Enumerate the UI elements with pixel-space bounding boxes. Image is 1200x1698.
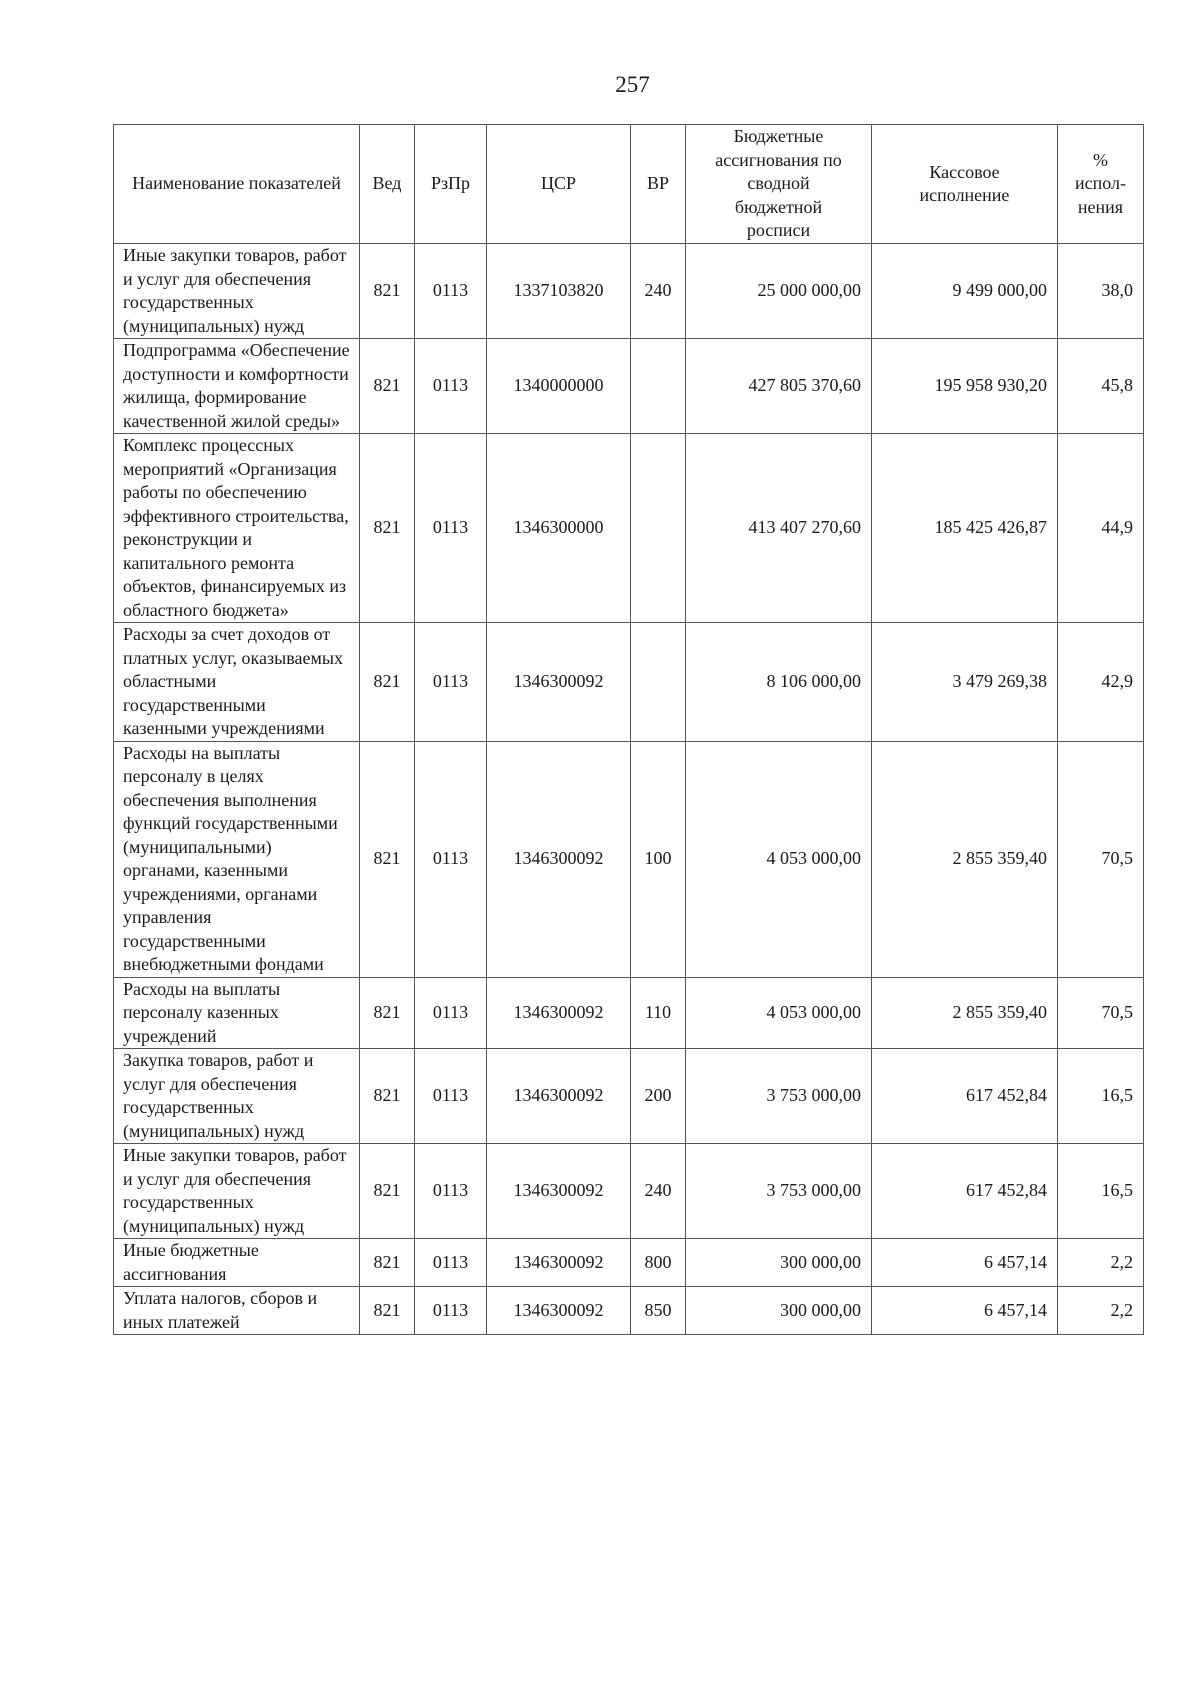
header-csr: ЦСР xyxy=(487,125,631,244)
cell-name: Комплекс процессных мероприятий «Организация работы по обеспечению эффективного строительства, реконструкции и капитального ремонта объектов, финансируемых из областного бюджета» xyxy=(114,434,360,623)
cell-vr: 200 xyxy=(631,1049,686,1144)
cell-allocations: 8 106 000,00 xyxy=(686,623,872,742)
cell-allocations: 300 000,00 xyxy=(686,1287,872,1335)
cell-name: Иные бюджетные ассигнования xyxy=(114,1239,360,1287)
table-row xyxy=(114,1287,1144,1335)
header-allocations: Бюджетные ассигнования по сводной бюджетной росписи xyxy=(686,125,872,244)
cell-ved: 821 xyxy=(360,244,415,339)
header-rzpr: РзПр xyxy=(415,125,487,244)
cell-csr: 1346300092 xyxy=(487,623,631,742)
cell-rzpr: 0113 xyxy=(415,741,487,977)
table-row xyxy=(114,1239,1144,1287)
cell-cash: 6 457,14 xyxy=(872,1239,1058,1287)
cell-ved: 821 xyxy=(360,1049,415,1144)
cell-csr: 1346300000 xyxy=(487,434,631,623)
cell-ved: 821 xyxy=(360,1144,415,1239)
cell-percent: 2,2 xyxy=(1058,1239,1144,1287)
cell-cash: 6 457,14 xyxy=(872,1287,1058,1335)
cell-name: Расходы на выплаты персоналу в целях обеспечения выполнения функций государственными (муниципальными) органами, казенными учреждениями, органами управления государственными внебюджетными фондами xyxy=(114,741,360,977)
table-row xyxy=(114,1049,1144,1144)
cell-allocations: 4 053 000,00 xyxy=(686,977,872,1049)
cell-percent: 70,5 xyxy=(1058,741,1144,977)
table-row xyxy=(114,623,1144,742)
cell-percent: 44,9 xyxy=(1058,434,1144,623)
cell-percent: 16,5 xyxy=(1058,1144,1144,1239)
cell-vr: 110 xyxy=(631,977,686,1049)
cell-vr: 100 xyxy=(631,741,686,977)
page-number: 257 xyxy=(615,72,650,97)
cell-csr: 1346300092 xyxy=(487,741,631,977)
table-header-row xyxy=(114,125,1144,244)
cell-rzpr: 0113 xyxy=(415,1144,487,1239)
cell-rzpr: 0113 xyxy=(415,1239,487,1287)
cell-ved: 821 xyxy=(360,1287,415,1335)
cell-allocations: 4 053 000,00 xyxy=(686,741,872,977)
cell-csr: 1346300092 xyxy=(487,977,631,1049)
cell-csr: 1346300092 xyxy=(487,1144,631,1239)
cell-vr: 240 xyxy=(631,1144,686,1239)
cell-cash: 185 425 426,87 xyxy=(872,434,1058,623)
cell-percent: 2,2 xyxy=(1058,1287,1144,1335)
cell-name: Подпрограмма «Обеспечение доступности и комфортности жилища, формирование качественной жилой среды» xyxy=(114,339,360,434)
cell-vr: 800 xyxy=(631,1239,686,1287)
cell-csr: 1337103820 xyxy=(487,244,631,339)
cell-cash: 9 499 000,00 xyxy=(872,244,1058,339)
cell-name: Закупка товаров, работ и услуг для обеспечения государственных (муниципальных) нужд xyxy=(114,1049,360,1144)
cell-vr xyxy=(631,623,686,742)
cell-csr: 1346300092 xyxy=(487,1049,631,1144)
cell-allocations: 25 000 000,00 xyxy=(686,244,872,339)
cell-cash: 617 452,84 xyxy=(872,1144,1058,1239)
cell-percent: 42,9 xyxy=(1058,623,1144,742)
cell-rzpr: 0113 xyxy=(415,339,487,434)
cell-rzpr: 0113 xyxy=(415,1287,487,1335)
cell-allocations: 413 407 270,60 xyxy=(686,434,872,623)
cell-cash: 2 855 359,40 xyxy=(872,977,1058,1049)
cell-name: Расходы на выплаты персоналу казенных учреждений xyxy=(114,977,360,1049)
cell-allocations: 3 753 000,00 xyxy=(686,1144,872,1239)
table-row xyxy=(114,339,1144,434)
cell-vr xyxy=(631,434,686,623)
cell-ved: 821 xyxy=(360,623,415,742)
header-cash: Кассовое исполнение xyxy=(872,125,1058,244)
cell-name: Иные закупки товаров, работ и услуг для обеспечения государственных (муниципальных) нужд xyxy=(114,1144,360,1239)
cell-allocations: 427 805 370,60 xyxy=(686,339,872,434)
cell-rzpr: 0113 xyxy=(415,244,487,339)
cell-ved: 821 xyxy=(360,434,415,623)
cell-vr: 240 xyxy=(631,244,686,339)
table-row xyxy=(114,741,1144,977)
cell-name: Иные закупки товаров, работ и услуг для обеспечения государственных (муниципальных) нужд xyxy=(114,244,360,339)
cell-percent: 45,8 xyxy=(1058,339,1144,434)
cell-percent: 70,5 xyxy=(1058,977,1144,1049)
cell-csr: 1346300092 xyxy=(487,1239,631,1287)
header-percent: % испол-нения xyxy=(1058,125,1144,244)
cell-cash: 617 452,84 xyxy=(872,1049,1058,1144)
cell-percent: 38,0 xyxy=(1058,244,1144,339)
header-vr: ВР xyxy=(631,125,686,244)
cell-name: Уплата налогов, сборов и иных платежей xyxy=(114,1287,360,1335)
table-row xyxy=(114,1144,1144,1239)
header-name: Наименование показателей xyxy=(114,125,360,244)
cell-percent: 16,5 xyxy=(1058,1049,1144,1144)
cell-rzpr: 0113 xyxy=(415,1049,487,1144)
cell-rzpr: 0113 xyxy=(415,623,487,742)
cell-allocations: 300 000,00 xyxy=(686,1239,872,1287)
cell-allocations: 3 753 000,00 xyxy=(686,1049,872,1144)
cell-ved: 821 xyxy=(360,1239,415,1287)
budget-execution-table xyxy=(113,124,1144,1335)
cell-rzpr: 0113 xyxy=(415,977,487,1049)
cell-cash: 3 479 269,38 xyxy=(872,623,1058,742)
cell-name: Расходы за счет доходов от платных услуг, оказываемых областными государственными казенными учреждениями xyxy=(114,623,360,742)
cell-vr: 850 xyxy=(631,1287,686,1335)
table-row xyxy=(114,244,1144,339)
cell-csr: 1346300092 xyxy=(487,1287,631,1335)
cell-rzpr: 0113 xyxy=(415,434,487,623)
cell-cash: 2 855 359,40 xyxy=(872,741,1058,977)
cell-cash: 195 958 930,20 xyxy=(872,339,1058,434)
header-ved: Вед xyxy=(360,125,415,244)
cell-ved: 821 xyxy=(360,977,415,1049)
cell-ved: 821 xyxy=(360,741,415,977)
cell-csr: 1340000000 xyxy=(487,339,631,434)
cell-ved: 821 xyxy=(360,339,415,434)
table-row xyxy=(114,977,1144,1049)
table-row xyxy=(114,434,1144,623)
cell-vr xyxy=(631,339,686,434)
